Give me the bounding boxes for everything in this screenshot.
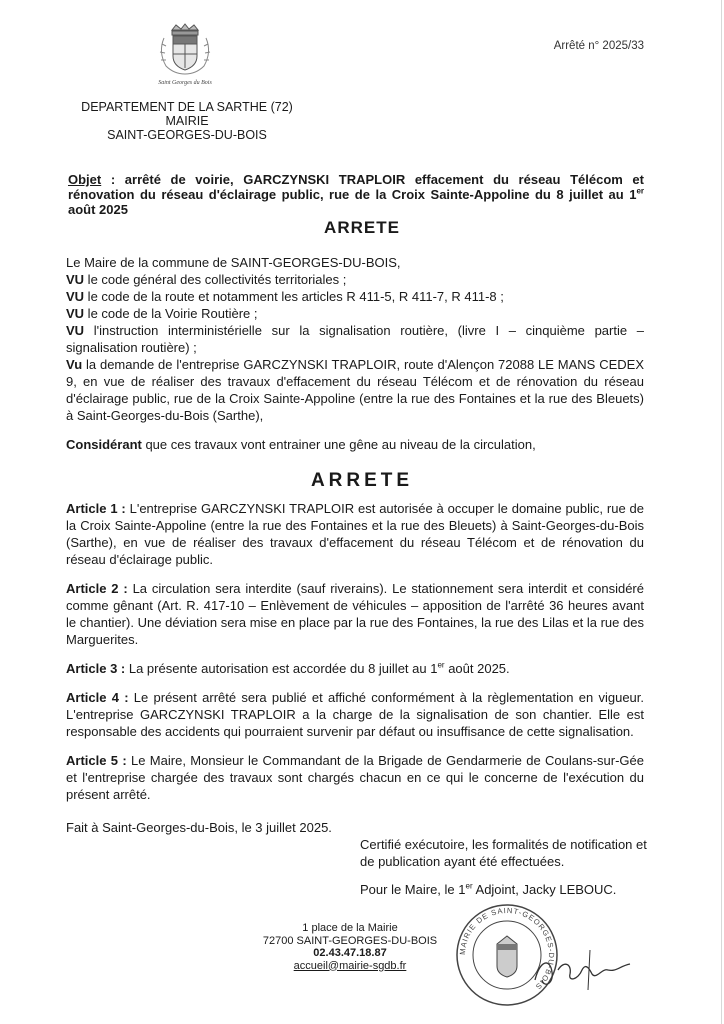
address-city: 72700 SAINT-GEORGES-DU-BOIS — [262, 934, 438, 947]
mairie-line: MAIRIE — [165, 114, 209, 128]
visa-item: VU l'instruction interministérielle sur la signalisation routière, (livre I – cinquième partie – signalisation routière) ; — [66, 323, 644, 355]
subject-sup: er — [636, 186, 644, 196]
visa-item: Vu la demande de l'entreprise GARCZYNSKI TRAPLOIR, route d'Alençon 72088 LE MANS CEDEX 9, en vue de réaliser des travaux d'effacement du réseau Télécom et de rénovation du réseau d'éclairage public, rue de la Croix Sainte-Appoline (entre la rue des Fontaines et la rue des Bleuets) à Saint-Georges-du-Bois (Sarthe), — [66, 357, 644, 423]
crest-caption: Saint Georges du Bois — [158, 80, 212, 86]
decree-number: Arrêté n° 2025/33 — [553, 40, 644, 52]
subject-text: : arrêté de voirie, GARCZYNSKI TRAPLOIR effacement du réseau Télécom et rénovation du réseau d'éclairage public, rue de la Croix Sainte-Appoline du 8 juillet au 1 — [68, 172, 644, 202]
address-street: 1 place de la Mairie — [302, 922, 398, 934]
article-2: Article 2 : La circulation sera interdite (sauf riverains). Le stationnement sera interdit et considéré comme gênant (Art. R. 417-10 – Enlèvement de véhicules – apposition de l'arrêté 36 heures avant le chantier). Une déviation sera mise en place par la rue des Fontaines, la rue des Lilas et la rue des Marguerites. — [66, 581, 644, 647]
subject-text-end: août 2025 — [68, 202, 128, 217]
considerant-paragraph: Considérant que ces travaux vont entrainer une gêne au niveau de la circulation, — [66, 437, 536, 452]
subject-paragraph — [68, 172, 644, 217]
stamp-text: MAIRIE DE SAINT-GEORGES-DU-BOIS — [457, 905, 557, 992]
subject-label: Objet — [68, 172, 102, 187]
visa-item: VU le code de la Voirie Routière ; — [66, 306, 258, 321]
commune-line: SAINT-GEORGES-DU-BOIS — [107, 128, 267, 142]
municipal-crest-icon — [150, 22, 220, 88]
visa-item: VU le code de la route et notamment les articles R 411-5, R 411-7, R 411-8 ; — [66, 289, 504, 304]
place-and-date: Fait à Saint-Georges-du-Bois, le 3 juillet 2025. — [66, 820, 332, 835]
phone-number: 02.43.47.18.87 — [313, 947, 387, 959]
mairie-address — [250, 922, 450, 972]
visas-block — [66, 254, 644, 424]
article-4: Article 4 : Le présent arrêté sera publié et affiché conformément à la règlementation en vigueur. L'entreprise GARCZYNSKI TRAPLOIR a la charge de la signalisation de son chantier. Elle est responsable des accidents qui pourraient survenir par défaut ou insuffisance de cette signalisation. — [66, 690, 644, 739]
issuer-block — [62, 100, 312, 142]
handwritten-signature — [530, 940, 640, 1000]
article-3: Article 3 : La présente autorisation est accordée du 8 juillet au 1er août 2025. — [66, 660, 510, 676]
section-title-arrete: ARRETE — [324, 218, 400, 237]
signatory-line: Pour le Maire, le 1er Adjoint, Jacky LEBOUC. — [360, 881, 617, 897]
article-1: Article 1 : L'entreprise GARCZYNSKI TRAPLOIR est autorisée à occuper le domaine public, rue de la Croix Sainte-Appoline (entre la rue des Fontaines et la rue des Bleuets) à Saint-Georges-du-Bois (Sarthe), en vue de réaliser des travaux d'effacement du réseau Télécom et de rénovation du réseau d'éclairage public. — [66, 501, 645, 567]
article-5: Article 5 : Le Maire, Monsieur le Commandant de la Brigade de Gendarmerie de Coulans-sur-Gée et l'entreprise chargée des travaux sont chargés chacun en ce qui le concerne de l'exécution du présent arrêté. — [66, 753, 645, 802]
articles-block — [66, 500, 644, 815]
visas-intro: Le Maire de la commune de SAINT-GEORGES-DU-BOIS, — [66, 255, 401, 270]
department-line: DEPARTEMENT DE LA SARTHE (72) — [81, 100, 293, 114]
email-link[interactable]: accueil@mairie-sgdb.fr — [293, 959, 407, 972]
page-edge — [721, 0, 722, 1024]
visa-item: VU le code général des collectivités territoriales ; — [66, 272, 347, 287]
section-title-arrete-2: ARRETE — [310, 470, 414, 491]
certification-text: Certifié exécutoire, les formalités de notification et de publication ayant été effectuées. — [360, 837, 647, 869]
